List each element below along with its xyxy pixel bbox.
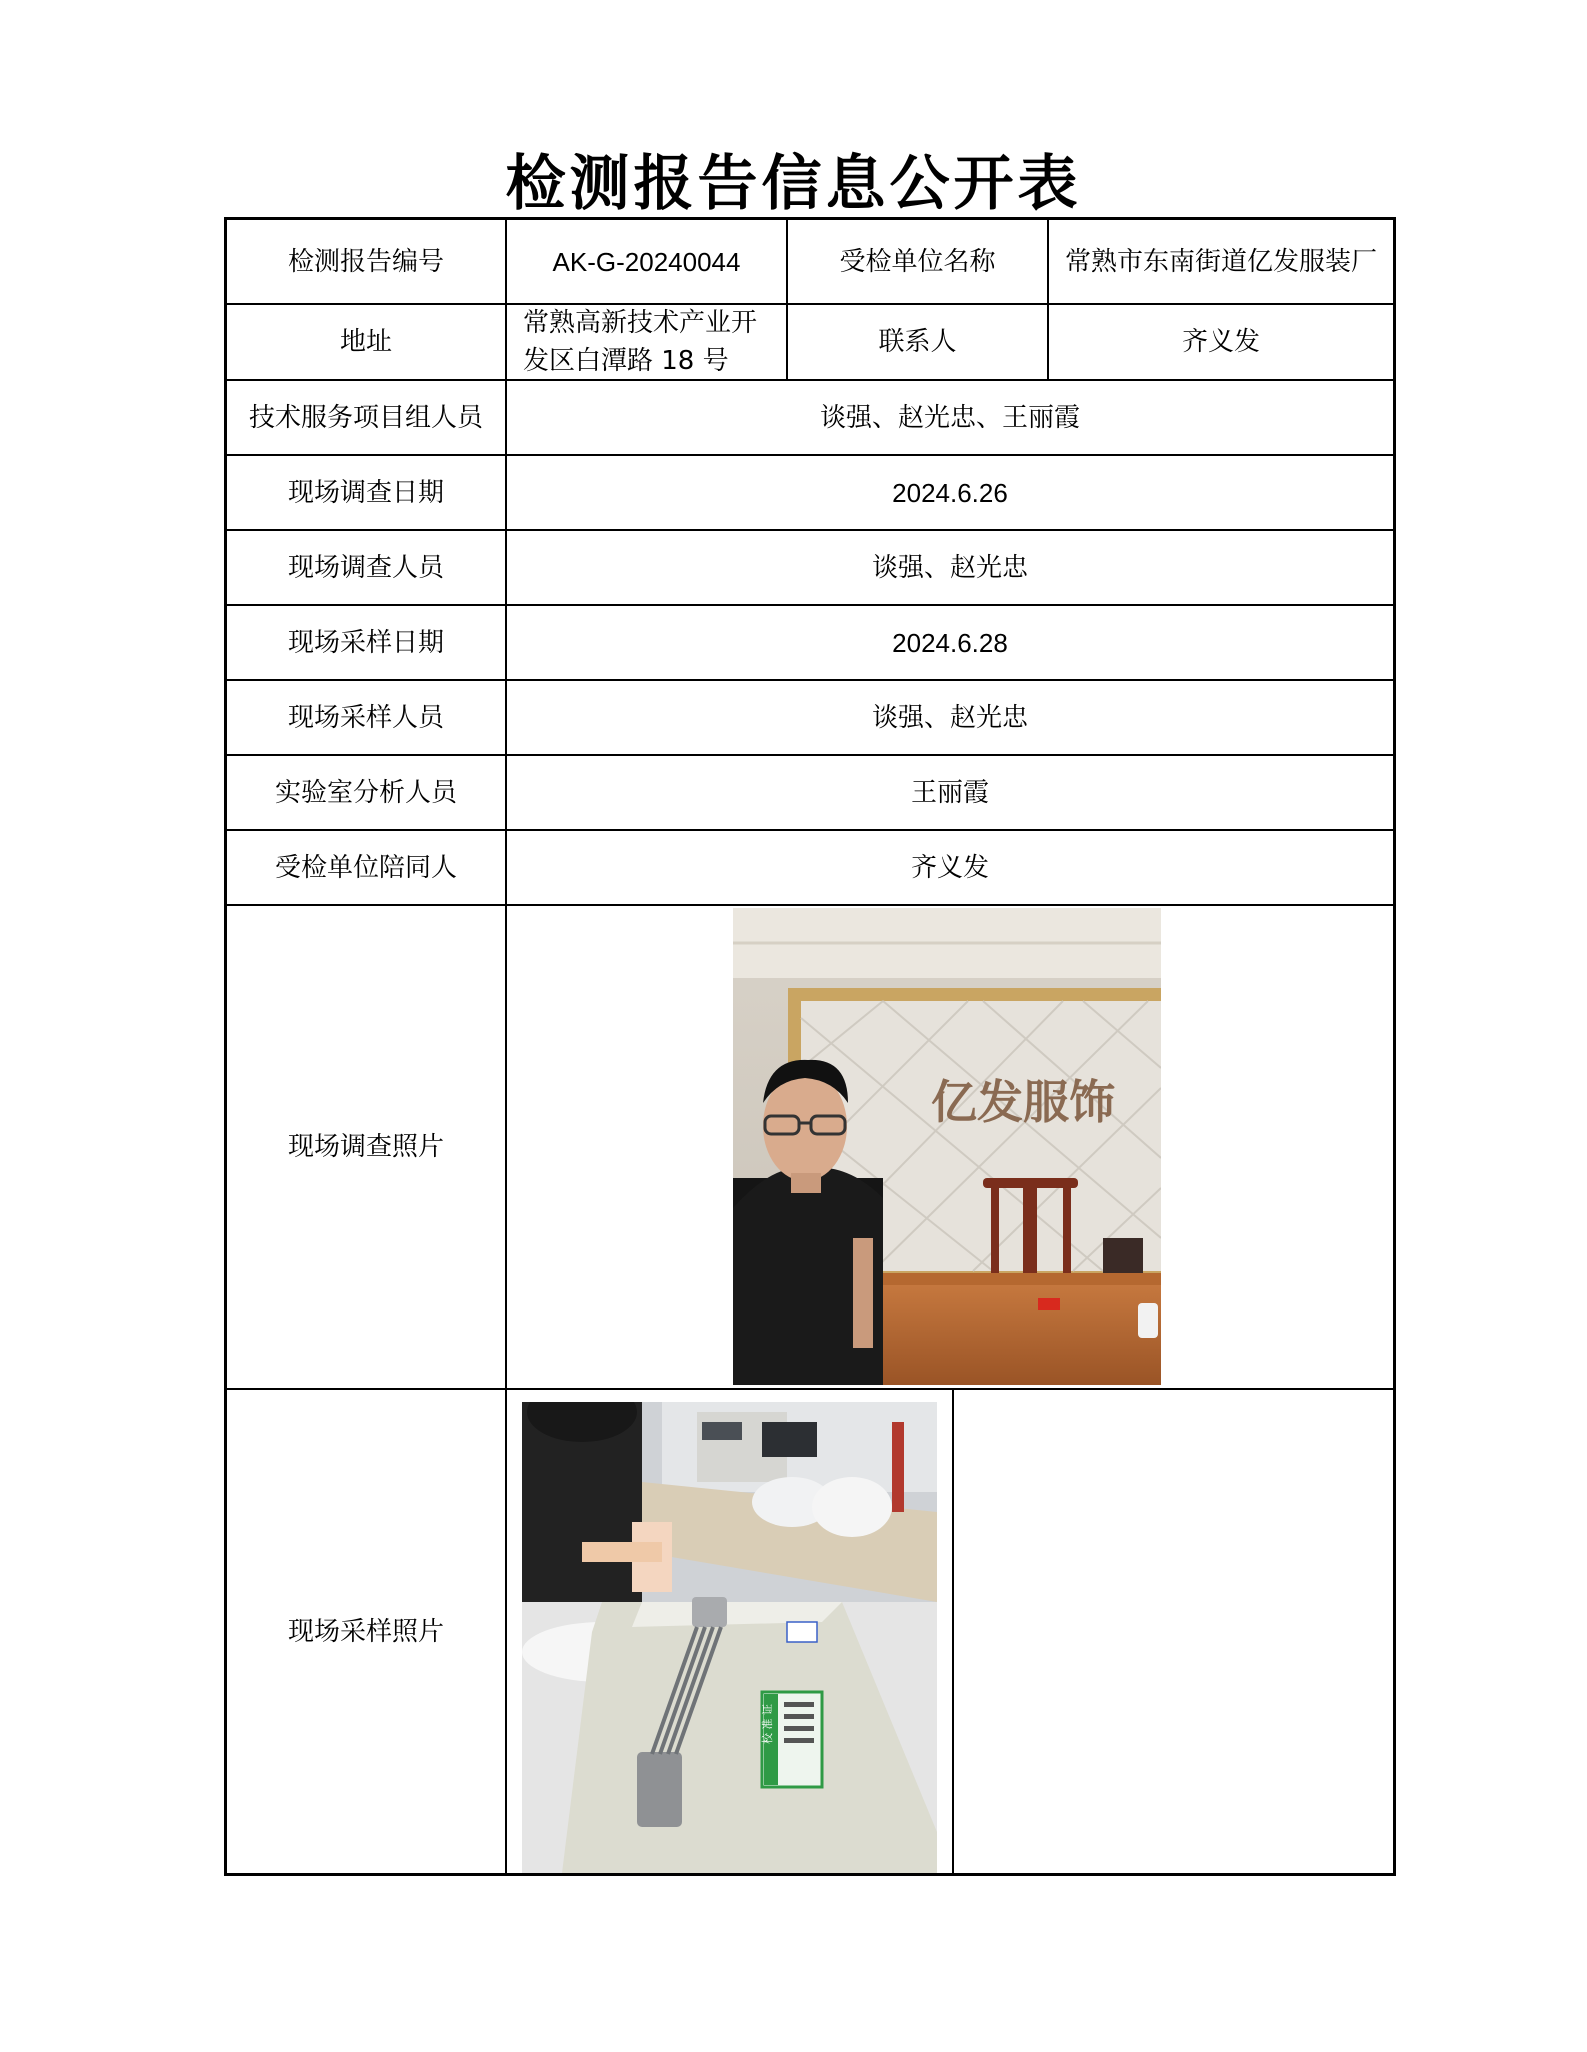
sampling-staff-value: 谈强、赵光忠 (871, 702, 1028, 733)
sampling-date-label: 现场采样日期 (287, 627, 444, 658)
survey-staff-value: 谈强、赵光忠 (871, 552, 1028, 583)
team-label: 技术服务项目组人员 (248, 402, 483, 433)
report-number-label: 检测报告编号 (287, 246, 444, 277)
contact-label: 联系人 (878, 327, 957, 357)
sampling-photo-image (522, 1402, 937, 1873)
survey-photo (733, 908, 1161, 1385)
lab-staff-label: 实验室分析人员 (274, 777, 457, 808)
info-table (224, 217, 1396, 1876)
escort-value: 齐义发 (910, 852, 989, 883)
sampling-staff-label: 现场采样人员 (287, 702, 444, 733)
address-value: 常熟高新技术产业开发区白潭路 18 号 (523, 308, 758, 376)
survey-date-value: 2024.6.26 (892, 477, 1008, 508)
sampling-photo (522, 1402, 937, 1873)
survey-date-label: 现场调查日期 (287, 477, 444, 508)
sampling-date-value: 2024.6.28 (892, 627, 1008, 658)
sticker-text: 校 准 证 (761, 1704, 774, 1744)
address-label: 地址 (339, 327, 392, 357)
sampling-photo-label: 现场采样照片 (287, 1616, 444, 1647)
survey-photo-label: 现场调查照片 (287, 1132, 444, 1162)
col-divider (952, 1388, 954, 1873)
report-number-value: AK-G-20240044 (552, 246, 741, 277)
survey-photo-image (733, 908, 1161, 1385)
unit-name-value: 常熟市东南街道亿发服装厂 (1064, 246, 1377, 277)
escort-label: 受检单位陪同人 (274, 852, 457, 883)
page-title: 检测报告信息公开表 (505, 149, 1082, 219)
lab-staff-value: 王丽霞 (910, 777, 989, 808)
contact-value: 齐义发 (1181, 327, 1260, 357)
survey-staff-label: 现场调查人员 (287, 552, 444, 583)
team-value: 谈强、赵光忠、王丽霞 (819, 402, 1080, 433)
sign-text: 亿发服饰 (931, 1075, 1115, 1129)
unit-name-label: 受检单位名称 (839, 246, 996, 277)
